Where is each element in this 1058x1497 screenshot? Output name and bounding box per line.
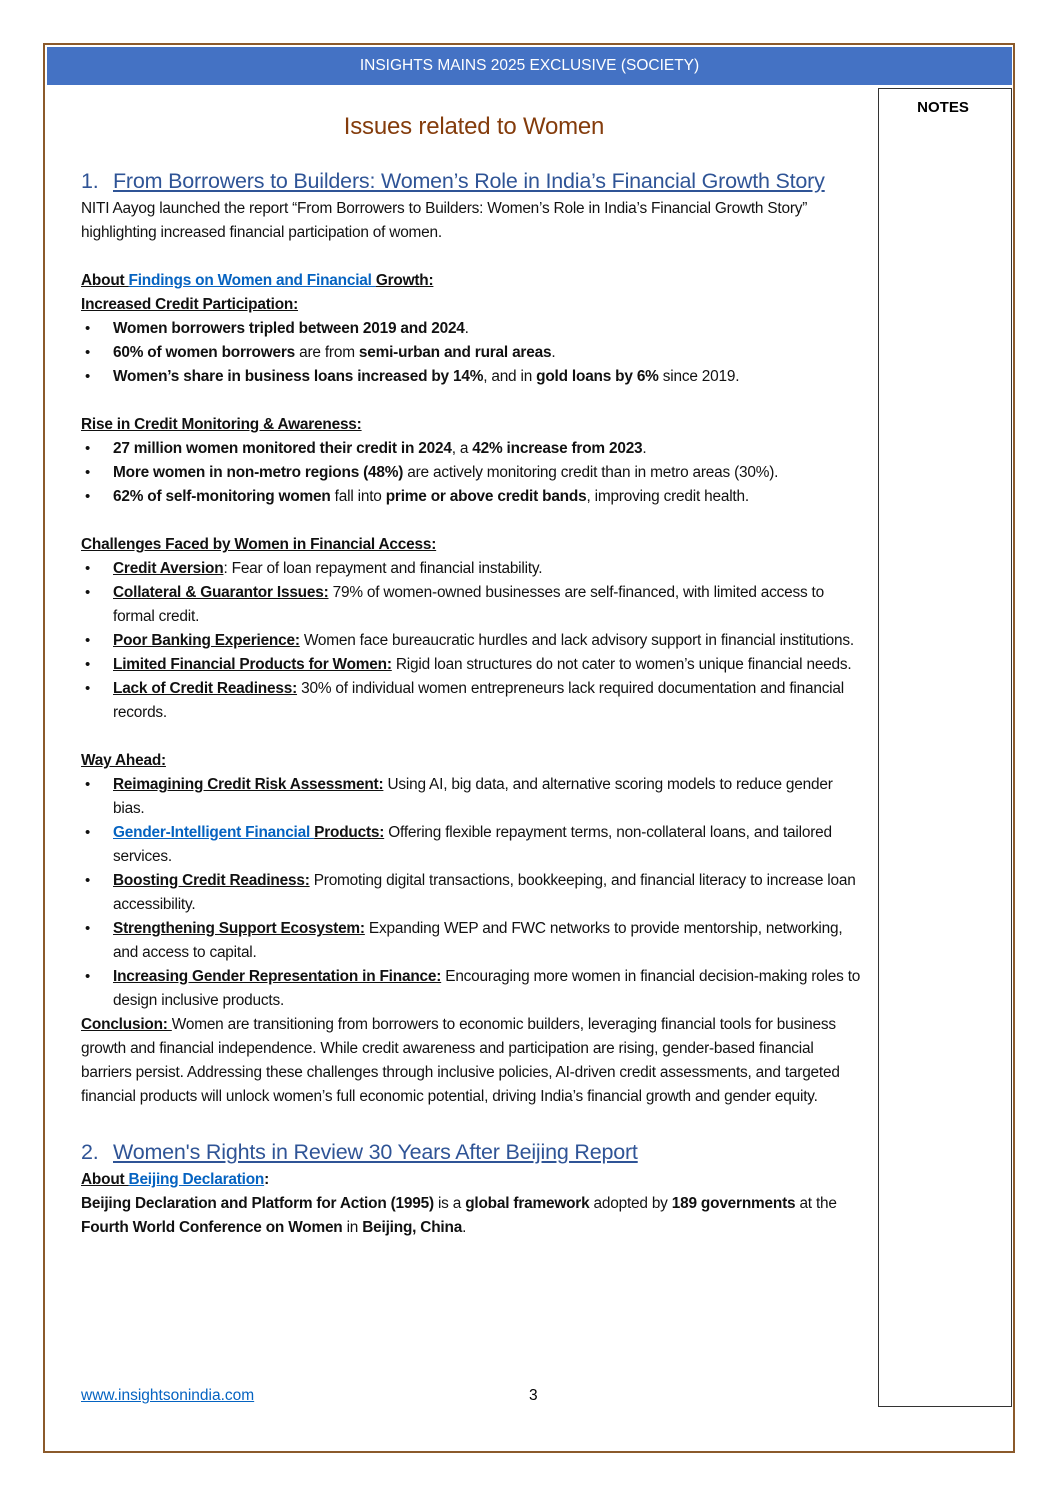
notes-column bbox=[878, 88, 1012, 1407]
list-item bbox=[81, 365, 867, 389]
credit-heading: Increased Credit Participation: bbox=[81, 296, 299, 313]
text-segment: Women borrowers tripled between 2019 and 2024 bbox=[113, 320, 465, 337]
beijing-body bbox=[81, 1192, 867, 1240]
conclusion bbox=[81, 1013, 867, 1109]
text-segment: gold loans by 6% bbox=[536, 368, 659, 385]
way-ahead-list bbox=[81, 773, 867, 1013]
list-item bbox=[81, 653, 867, 677]
text-segment: Products: bbox=[314, 824, 385, 841]
text-segment: Using AI, big data, and alternative scoring models to reduce gender bias. bbox=[113, 776, 833, 817]
header-banner: INSIGHTS MAINS 2025 EXCLUSIVE (SOCIETY) bbox=[47, 47, 1012, 85]
text-segment: Offering flexible repayment terms, non-collateral loans, and tailored services. bbox=[113, 824, 832, 865]
text-segment: Rigid loan structures do not cater to women’s unique financial needs. bbox=[391, 656, 852, 673]
text-segment: Increasing Gender Representation in Finance: bbox=[113, 968, 442, 985]
way-ahead-heading: Way Ahead: bbox=[81, 752, 166, 769]
section-2-heading[interactable] bbox=[81, 1137, 867, 1168]
text-segment: Reimagining Credit Risk Assessment: bbox=[113, 776, 384, 793]
text-segment: fall into bbox=[330, 488, 386, 505]
text-segment: Women are transitioning from borrowers to economic builders, leveraging financial tools for business growth and financial independence. While credit awareness and participation are rising, gender-based financial barriers persist. Addressing these challenges through inclusive policies, AI-driven credit assessments, and targeted financial products will unlock women’s full economic potential, driving India’s financial growth and gender equity. bbox=[81, 1016, 840, 1105]
footer bbox=[81, 1387, 254, 1405]
list-item bbox=[81, 581, 867, 629]
section-1-heading[interactable] bbox=[81, 166, 867, 197]
text-segment: . bbox=[464, 320, 469, 337]
section-number: 2. bbox=[81, 1140, 99, 1164]
notes-label: NOTES bbox=[917, 99, 969, 116]
link-text[interactable]: Gender-Intelligent Financial bbox=[113, 824, 315, 841]
list-item bbox=[81, 677, 867, 725]
text-segment: Collateral & Guarantor Issues: bbox=[113, 584, 329, 601]
text-segment: are actively monitoring credit than in metro areas (30%). bbox=[403, 464, 779, 481]
section-1-heading-link[interactable]: From Borrowers to Builders: Women’s Role in India’s Financial Growth Story bbox=[113, 169, 825, 193]
text-segment: 30% of individual women entrepreneurs lack required documentation and financial records. bbox=[113, 680, 844, 721]
list-item bbox=[81, 773, 867, 821]
text-segment: , and in bbox=[483, 368, 537, 385]
list-item bbox=[81, 629, 867, 653]
page-number: 3 bbox=[529, 1387, 538, 1404]
section-number: 1. bbox=[81, 169, 99, 193]
text-segment: 79% of women-owned businesses are self-financed, with limited access to formal credit. bbox=[113, 584, 824, 625]
text-segment: adopted by bbox=[589, 1195, 672, 1212]
text-segment: global framework bbox=[465, 1195, 590, 1212]
list-item bbox=[81, 461, 867, 485]
challenges-heading: Challenges Faced by Women in Financial Access: bbox=[81, 536, 437, 553]
text-segment: 60% of women borrowers bbox=[113, 344, 296, 361]
text-segment: is a bbox=[433, 1195, 466, 1212]
monitor-heading: Rise in Credit Monitoring & Awareness: bbox=[81, 416, 362, 433]
text-segment: Limited Financial Products for Women: bbox=[113, 656, 392, 673]
text-segment: Boosting Credit Readiness: bbox=[113, 872, 310, 889]
about-findings-heading bbox=[81, 269, 867, 293]
text-segment: Women face bureaucratic hurdles and lack advisory support in financial institutions. bbox=[299, 632, 854, 649]
text-segment: since 2019. bbox=[658, 368, 740, 385]
text-segment: Beijing Declaration and Platform for Action (1995) bbox=[81, 1195, 434, 1212]
text-segment: , a bbox=[451, 440, 473, 457]
monitor-list bbox=[81, 437, 867, 509]
text-segment: 42% increase from 2023 bbox=[472, 440, 643, 457]
list-item bbox=[81, 557, 867, 581]
list-item bbox=[81, 821, 867, 869]
text-segment: semi-urban and rural areas bbox=[358, 344, 552, 361]
text-segment: About bbox=[81, 1171, 129, 1188]
text-segment: 27 million women monitored their credit in 2024 bbox=[113, 440, 452, 457]
text-segment: Strengthening Support Ecosystem: bbox=[113, 920, 365, 937]
list-item bbox=[81, 485, 867, 509]
text-segment: : bbox=[264, 1171, 270, 1188]
text-segment: More women in non-metro regions (48%) bbox=[113, 464, 404, 481]
section-1-intro bbox=[81, 197, 867, 245]
list-item bbox=[81, 341, 867, 365]
text-segment: . bbox=[642, 440, 647, 457]
about-beijing-heading bbox=[81, 1168, 867, 1192]
text-segment: prime or above credit bands bbox=[385, 488, 587, 505]
text-segment: Growth: bbox=[375, 272, 434, 289]
text-segment: 62% of self-monitoring women bbox=[113, 488, 331, 505]
list-item bbox=[81, 869, 867, 917]
text-segment: in bbox=[342, 1219, 363, 1236]
text-segment: Lack of Credit Readiness: bbox=[113, 680, 298, 697]
text-segment: : Fear of loan repayment and financial instability. bbox=[223, 560, 543, 577]
text-segment: About bbox=[81, 272, 129, 289]
list-item bbox=[81, 317, 867, 341]
text-segment: at the bbox=[795, 1195, 837, 1212]
text-segment: , improving credit health. bbox=[586, 488, 749, 505]
credit-list bbox=[81, 317, 867, 389]
text-segment: Conclusion: bbox=[81, 1016, 172, 1033]
list-item bbox=[81, 437, 867, 461]
website-link[interactable]: www.insightsonindia.com bbox=[81, 1387, 255, 1404]
text-segment: Expanding WEP and FWC networks to provide mentorship, networking, and access to capital. bbox=[113, 920, 843, 961]
text-segment: Encouraging more women in financial decision-making roles to design inclusive products. bbox=[113, 968, 861, 1009]
main-content bbox=[81, 108, 867, 1240]
text-segment: 189 governments bbox=[671, 1195, 796, 1212]
challenges-list bbox=[81, 557, 867, 725]
text-segment: Women’s share in business loans increased by 14% bbox=[113, 368, 484, 385]
text-segment: . bbox=[462, 1219, 467, 1236]
page-title: Issues related to Women bbox=[343, 113, 605, 140]
section-2-heading-link[interactable]: Women's Rights in Review 30 Years After Beijing Report bbox=[113, 1140, 638, 1164]
text-segment: NITI Aayog launched the report “From Borrowers to Builders: Women’s Role in India’s Financial Growth Story” highlighting increased financial participation of women. bbox=[81, 200, 808, 241]
link-text[interactable]: Findings on Women and Financial bbox=[128, 272, 376, 289]
list-item bbox=[81, 965, 867, 1013]
text-segment: Credit Aversion bbox=[113, 560, 224, 577]
text-segment: Promoting digital transactions, bookkeeping, and financial literacy to increase loan accessibility. bbox=[113, 872, 856, 913]
text-segment: Poor Banking Experience: bbox=[113, 632, 300, 649]
text-segment: are from bbox=[295, 344, 359, 361]
text-segment: Fourth World Conference on Women bbox=[81, 1219, 343, 1236]
list-item bbox=[81, 917, 867, 965]
text-segment: Beijing, China bbox=[362, 1219, 463, 1236]
text-segment: . bbox=[551, 344, 556, 361]
link-text[interactable]: Beijing Declaration bbox=[128, 1171, 265, 1188]
